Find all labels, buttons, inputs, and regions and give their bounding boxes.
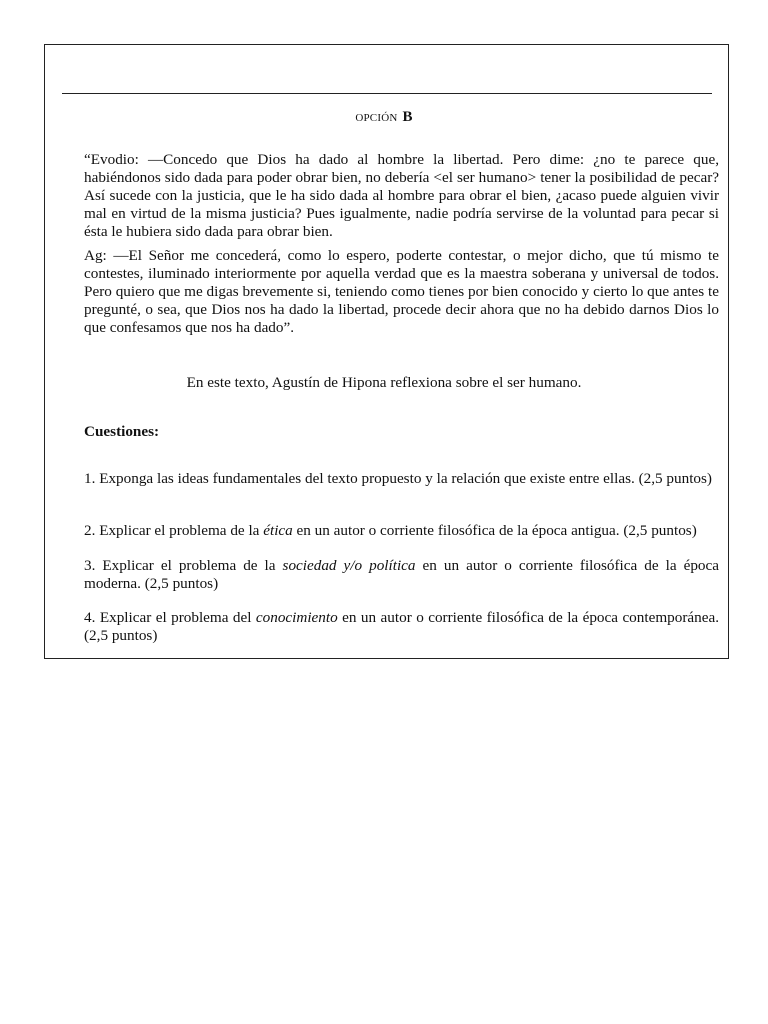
question-4-text-after: en un autor o corriente filosófica de la época contemporánea. (2,5 puntos) [84, 609, 719, 644]
header-rule [62, 93, 712, 94]
questions-heading: Cuestiones: [84, 423, 160, 440]
question-2-text-before: 2. Explicar el problema de la [84, 522, 264, 539]
text-caption: En este texto, Agustín de Hipona reflexiona sobre el ser humano. [186, 374, 582, 391]
question-3 [84, 557, 719, 593]
option-title [0, 109, 768, 126]
question-3-emphasis: sociedad y/o política [282, 557, 416, 574]
question-4-text-before: 4. Explicar el problema del [84, 609, 256, 626]
question-1: 1. Exponga las ideas fundamentales del texto propuesto y la relación que existe entre ellas. (2,5 puntos) [84, 470, 712, 487]
question-4-emphasis: conocimiento [255, 609, 338, 626]
question-3-text-after: en un autor o corriente filosófica de la época moderna. (2,5 puntos) [84, 557, 719, 592]
text-paragraph-agustin: Ag: —El Señor me concederá, como lo espero, poderte contestar, o mejor dicho, que tú mismo te contestes, iluminado interiormente por aquella verdad que es la maestra soberana y universal de todos. Pero quiero que me digas brevemente si, teniendo como tienes por bien conocido y cierto lo que antes te pregunté, o sea, que Dios nos ha dado la libertad, procede decir ahora que no ha debido darnos Dios lo que confesamos que nos ha dado”. [84, 247, 719, 336]
option-letter: B [402, 109, 413, 125]
text-paragraph-evodio: “Evodio: —Concedo que Dios ha dado al hombre la libertad. Pero dime: ¿no te parece que, habiéndonos sido dada para poder obrar bien, no debería <el ser humano> tener la posibilidad de pecar? Así sucede con la justicia, que le ha sido dada al hombre para obrar el bien, ¿acaso puede alguien vivir mal en virtud de la misma justicia? Pues igualmente, nadie podría servirse de la voluntad para pecar si ésta le hubiera sido dada para obrar bien. [84, 151, 719, 240]
question-2-text-after: en un autor o corriente filosófica de la época antigua. (2,5 puntos) [292, 522, 697, 539]
question-2 [84, 522, 719, 540]
question-4 [84, 609, 719, 645]
question-3-text-before: 3. Explicar el problema de la [84, 557, 283, 574]
question-2-emphasis: ética [263, 522, 293, 539]
option-label: OPCIÓN [355, 112, 398, 124]
